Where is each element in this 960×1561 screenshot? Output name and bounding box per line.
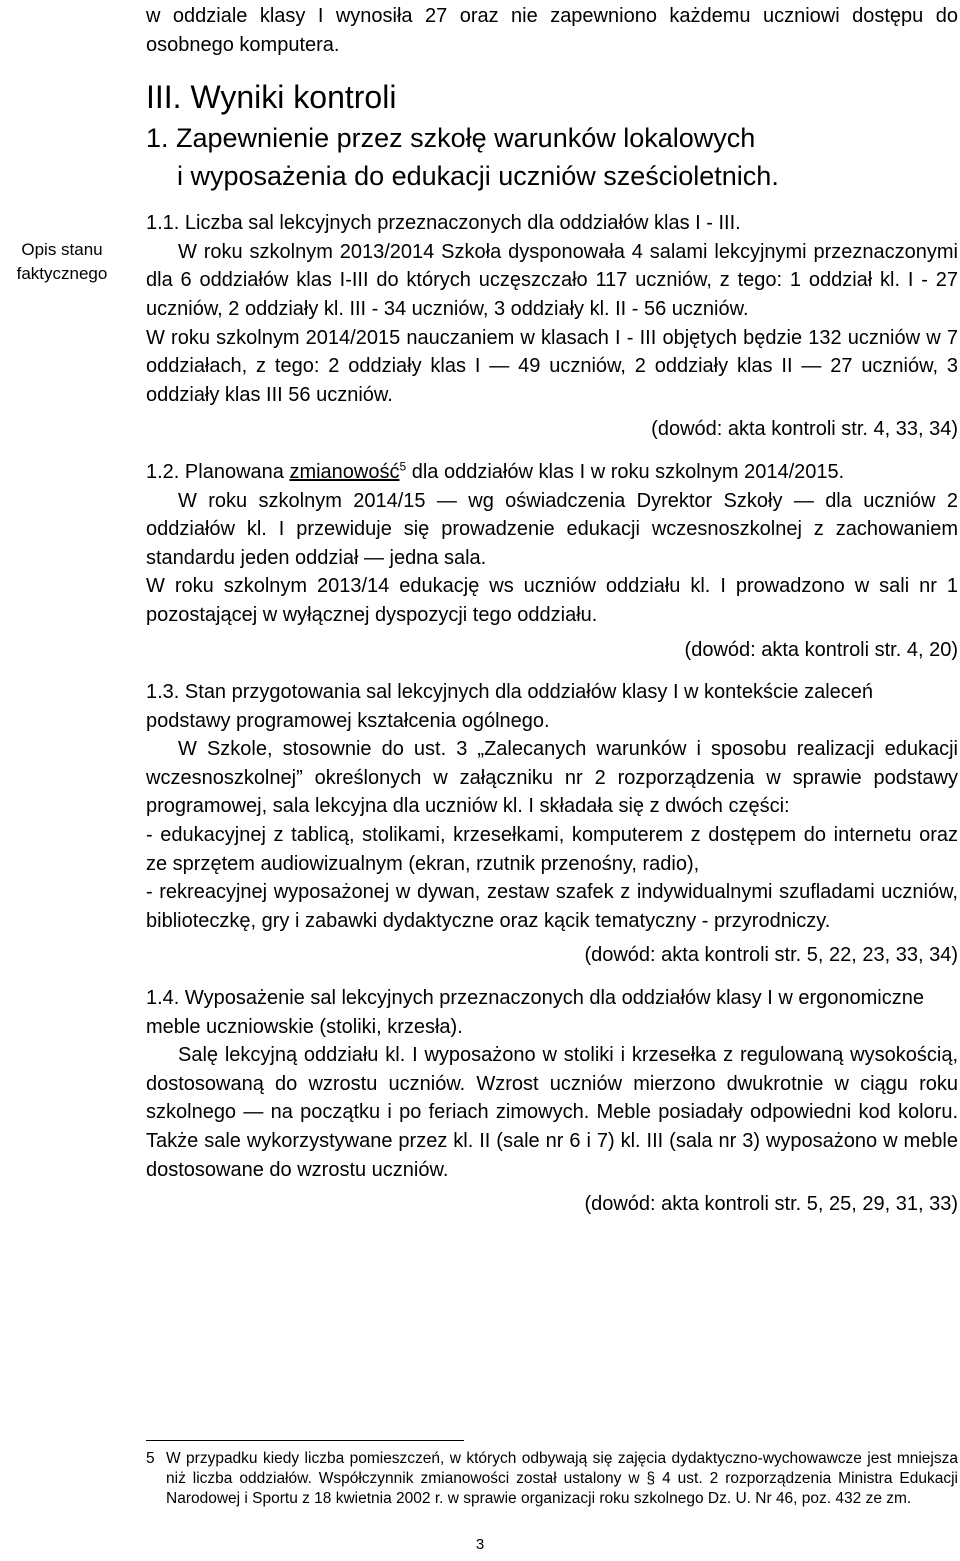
evidence-1-2: (dowód: akta kontroli str. 4, 20) xyxy=(684,638,958,661)
heading-1-2-prefix: 1.2. Planowana xyxy=(146,460,290,483)
footnote-reference: 5 xyxy=(399,459,407,474)
heading-1-2 xyxy=(146,458,958,487)
heading-1-4: 1.4. Wyposażenie sal lekcyjnych przeznaczonych dla oddziałów klasy I w ergonomiczne meble uczniowskie (stoliki, krzesła). xyxy=(146,987,924,1038)
paragraph-1-2-b: W roku szkolnym 2013/14 edukację ws uczniów oddziału kl. I prowadzono w sali nr 1 pozostającej w wyłącznej dyspozycji tego oddziału. xyxy=(146,575,958,626)
footnote-separator xyxy=(146,1440,464,1441)
paragraph-1-1-a: W roku szkolnym 2013/2014 Szkoła dysponowała 4 salami lekcyjnymi przeznaczonymi dla 6 oddziałów klas I-III do których uczęszczało 117 uczniów, z tego: 1 oddział kl. I - 27 uczniów, 2 oddziały kl. III - 34 uczniów, 3 oddziały kl. II - 56 uczniów. xyxy=(146,240,958,320)
heading-1-1: 1.1. Liczba sal lekcyjnych przeznaczonych dla oddziałów klas I - III. xyxy=(146,212,741,235)
footnote-text: W przypadku kiedy liczba pomieszczeń, w których odbywają się zajęcia dydaktyczno-wychowawcze jest mniejsza niż liczba oddziałów. Współczynnik zmianowości został ustalony w § 4 ust. 2 rozporządzenia Ministra Edukacji Narodowej i Sportu z 18 kwietnia 2002 r. w sprawie organizacji roku szkolnego Dz. U. Nr 46, poz. 432 ze zm. xyxy=(166,1450,958,1507)
margin-note xyxy=(0,238,124,286)
paragraph-1-3-c: - rekreacyjnej wyposażonej w dywan, zestaw szafek z indywidualnymi szufladami uczniów, biblioteczkę, gry i zabawki dydaktyczne oraz kącik tematyczny - przyrodniczy. xyxy=(146,881,958,932)
heading-1-3: 1.3. Stan przygotowania sal lekcyjnych dla oddziałów klasy I w kontekście zaleceń podstawy programowej kształcenia ogólnego. xyxy=(146,681,874,732)
main-content xyxy=(146,0,958,1219)
footnote-mark: 5 xyxy=(146,1450,155,1467)
paragraph-1-1-b: W roku szkolnym 2014/2015 nauczaniem w klasach I - III objętych będzie 132 uczniów w 7 oddziałach, z tego: 2 oddziały klas I — 49 uczniów, 2 oddziały klas II — 27 uczniów, 3 oddziały klas III 56 uczniów. xyxy=(146,326,958,406)
evidence-1-1: (dowód: akta kontroli str. 4, 33, 34) xyxy=(651,418,958,441)
heading-1-2-suffix: dla oddziałów klas I w roku szkolnym 2014/2015. xyxy=(406,460,845,483)
paragraph-1-2-a: W roku szkolnym 2014/15 — wg oświadczenia Dyrektor Szkoły — dla uczniów 2 oddziałów kl. I przewiduje się prowadzenie edukacji wczesnoszkolnej z zachowaniem standardu jeden oddział — jedna sala. xyxy=(146,489,958,569)
margin-note-line2: faktycznego xyxy=(16,264,108,283)
paragraph-1-3-b: - edukacyjnej z tablicą, stolikami, krzesełkami, komputerem z dostępem do internetu oraz ze sprzętem audiowizualnym (ekran, rzutnik przenośny, radio), xyxy=(146,824,958,875)
margin-note-line1: Opis stanu xyxy=(21,240,103,259)
paragraph-1-4-a: Salę lekcyjną oddziału kl. I wyposażono w stoliki i krzesełka z regulowaną wysokością, dostosowaną do wzrostu uczniów. Wzrost uczniów mierzono dwukrotnie w ciągu roku szkolnego — na początku i po feriach zimowych. Meble posiadały odpowiedni kod koloru. Także sale wykorzystywane przez kl. II (sale nr 6 i 7) kl. III (sala nr 3) wyposażono w meble dostosowane do wzrostu uczniów. xyxy=(146,1044,958,1181)
subsection-title-line1: 1. Zapewnienie przez szkołę warunków lokalowych xyxy=(146,123,756,154)
evidence-1-3: (dowód: akta kontroli str. 5, 22, 23, 33, 34) xyxy=(584,944,958,967)
heading-1-2-term: zmianowość xyxy=(289,460,400,483)
paragraph-1-3-a: W Szkole, stosownie do ust. 3 „Zalecanych warunków i sposobu realizacji edukacji wczesnoszkolnej” określonych w załączniku nr 2 rozporządzenia w sprawie podstawy programowej, sala lekcyjna dla uczniów kl. I składała się z dwóch części: xyxy=(146,738,958,818)
evidence-1-4: (dowód: akta kontroli str. 5, 25, 29, 31, 33) xyxy=(584,1193,958,1216)
section-title: III. Wyniki kontroli xyxy=(146,79,397,116)
subsection-title xyxy=(146,119,958,195)
subsection-title-line2: i wyposażenia do edukacji uczniów sześcioletnich. xyxy=(177,161,779,192)
footnote xyxy=(146,1449,958,1509)
intro-paragraph: w oddziale klasy I wynosiła 27 oraz nie zapewniono każdemu uczniowi dostępu do osobnego komputera. xyxy=(146,5,958,56)
page-number: 3 xyxy=(475,1536,485,1553)
